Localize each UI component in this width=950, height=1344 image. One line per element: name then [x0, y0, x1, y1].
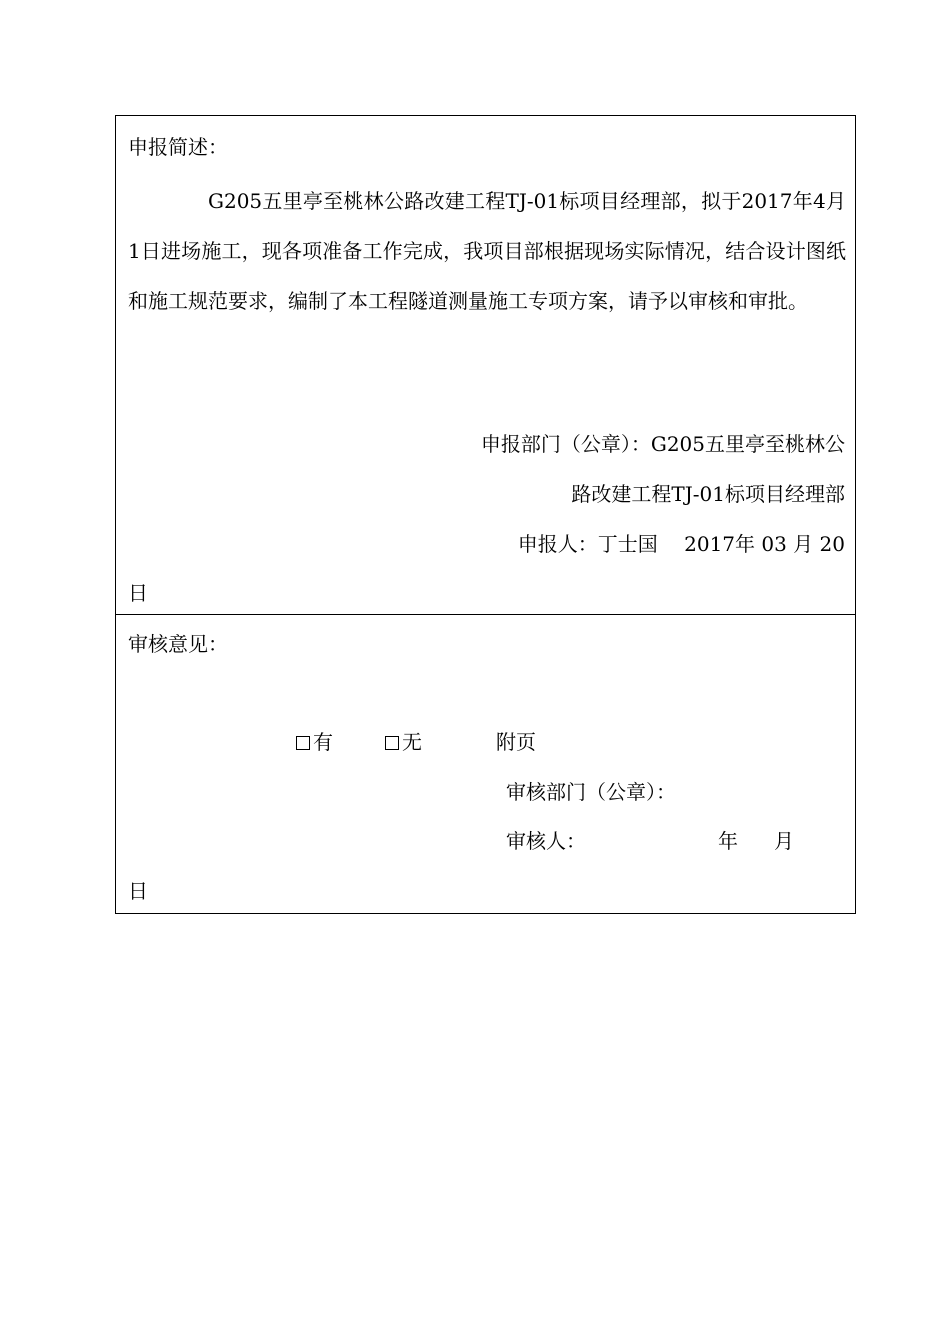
option-no[interactable]: [385, 730, 422, 754]
option-no-label: 无: [402, 730, 422, 754]
report-day-label: 日: [128, 581, 148, 605]
report-summary-text: G205五里亭至桃林公路改建工程TJ-01标项目经理部，拟于2017年4月1日进场施工，现各项准备工作完成，我项目部根据现场实际情况，结合设计图纸和施工规范要求，编制了本工程隧道测量施工专项方案，请予以审核和审批。: [128, 189, 846, 313]
review-opinion-section: [116, 615, 855, 913]
report-department-line2: 路改建工程TJ-01标项目经理部: [571, 482, 845, 506]
option-yes[interactable]: [296, 730, 333, 754]
review-department-label: 审核部门（公章）：: [506, 780, 676, 804]
option-yes-label: 有: [313, 730, 333, 754]
checkbox-no-icon[interactable]: [385, 736, 399, 750]
report-summary-body: [128, 176, 846, 326]
checkbox-yes-icon[interactable]: [296, 736, 310, 750]
report-summary-heading: 申报简述：: [128, 135, 228, 159]
attachment-label: 附页: [496, 730, 536, 754]
review-month-label: 月: [774, 829, 794, 853]
reporter-date-line: 申报人：丁士国 2017年 03 月 20: [517, 532, 845, 556]
review-form-table: [115, 115, 856, 914]
review-opinion-heading: 审核意见：: [128, 632, 228, 656]
review-year-label: 年: [718, 829, 738, 853]
report-summary-section: [116, 116, 855, 615]
reviewer-label: 审核人：: [506, 829, 586, 853]
report-department-line1: 申报部门（公章）：G205五里亭至桃林公: [480, 432, 845, 456]
review-day-label: 日: [128, 879, 148, 903]
